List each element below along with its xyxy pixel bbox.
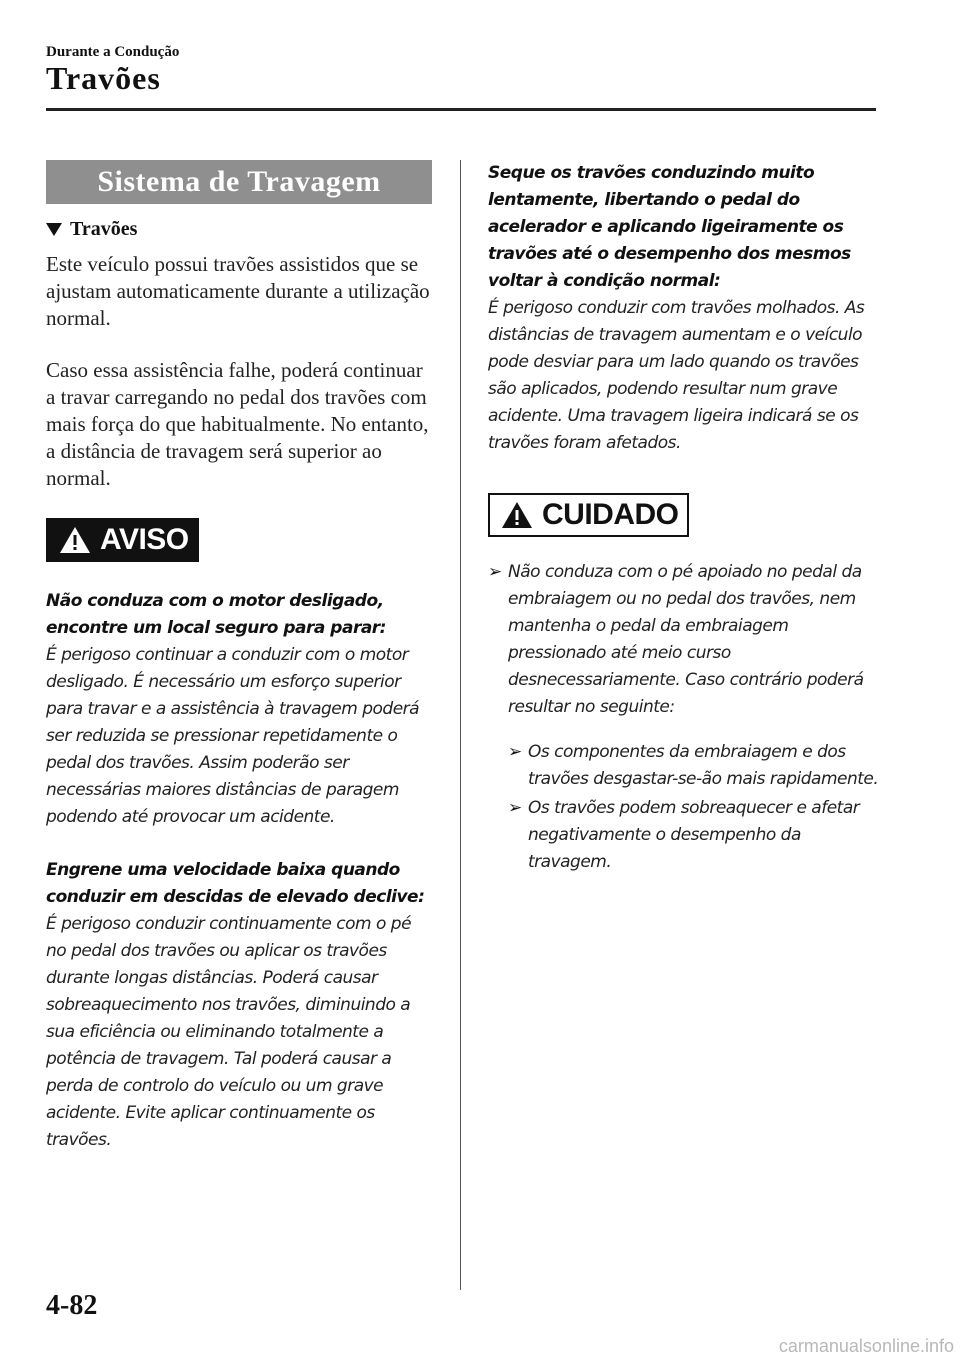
warning-body: É perigoso conduzir com travões molhados. As distâncias de travagem aumentam e o veículo pode desviar para um lado quando os travões são aplicados, podendo resultar num grave acidente. Uma travagem ligeira indicará se os travões foram afetados.: [488, 298, 865, 453]
bullet-text: Não conduza com o pé apoiado no pedal da embraiagem ou no pedal dos travões, nem mantenha o pedal da embraiagem pressionado até meio curso desnecessariamente. Caso contrário poderá resultar no seguinte:: [508, 562, 864, 717]
section-title: Sistema de Travagem: [46, 160, 432, 204]
page-number: 4-82: [46, 1290, 98, 1321]
list-item: [508, 739, 880, 793]
left-column: [46, 160, 432, 1154]
breadcrumb: Durante a Condução: [46, 44, 180, 60]
warning-triangle-icon: [58, 525, 92, 555]
arrow-bullet-icon: ➢: [508, 742, 523, 762]
warning-label: AVISO: [100, 523, 189, 556]
bullet-text: Os travões podem sobreaquecer e afetar negativamente o desempenho da travagem.: [528, 798, 860, 872]
header-rule: [46, 108, 876, 111]
warning-body: É perigoso conduzir continuamente com o pé no pedal dos travões ou aplicar os travões durante longas distâncias. Poderá causar sobreaquecimento nos travões, diminuindo a sua eficiência ou eliminando totalmente a potência de travagem. Tal poderá causar a perda de controlo do veículo ou um grave acidente. Evite aplicar continuamente os travões.: [46, 914, 412, 1150]
list-item: [508, 795, 880, 876]
paragraph: Caso essa assistência falhe, poderá continuar a travar carregando no pedal dos travões com mais força do que habitualmente. No entanto, a distância de travagem será superior ao normal.: [46, 358, 429, 490]
caution-bullet: [488, 559, 880, 721]
bullet-text: Os componentes da embraiagem e dos travões desgastar-se-ão mais rapidamente.: [528, 742, 879, 789]
warning-triangle-icon: [500, 500, 534, 530]
warning-item: [46, 588, 432, 831]
caution-badge: [488, 493, 689, 537]
sub-bullet-list: [508, 739, 880, 876]
column-divider: [460, 160, 461, 1290]
triangle-down-icon: [46, 223, 62, 236]
warning-item: [488, 160, 880, 457]
right-column: [488, 160, 880, 876]
warning-item: [46, 857, 432, 1154]
arrow-bullet-icon: ➢: [488, 562, 503, 582]
warning-heading: Seque os travões conduzindo muito lentamente, libertando o pedal do acelerador e aplicando ligeiramente os travões até o desempenho dos mesmos voltar à condição normal:: [488, 163, 851, 291]
warning-badge: [46, 518, 199, 562]
subheading: [46, 218, 432, 241]
arrow-bullet-icon: ➢: [508, 798, 523, 818]
subheading-label: Travões: [70, 218, 138, 240]
paragraph: Este veículo possui travões assistidos que se ajustam automaticamente durante a utilização normal.: [46, 252, 430, 330]
page-title: Travões: [46, 60, 161, 96]
warning-heading: Não conduza com o motor desligado, encontre um local seguro para parar:: [46, 591, 386, 638]
warning-body: É perigoso continuar a conduzir com o motor desligado. É necessário um esforço superior para travar e a assistência à travagem poderá ser reduzida se pressionar repetidamente o pedal dos travões. Assim poderão ser necessárias maiores distâncias de paragem podendo até provocar um acidente.: [46, 645, 420, 827]
watermark: carmanualsonline.info: [778, 1336, 954, 1356]
caution-label: CUIDADO: [542, 498, 679, 531]
warning-heading: Engrene uma velocidade baixa quando conduzir em descidas de elevado declive:: [46, 860, 425, 907]
